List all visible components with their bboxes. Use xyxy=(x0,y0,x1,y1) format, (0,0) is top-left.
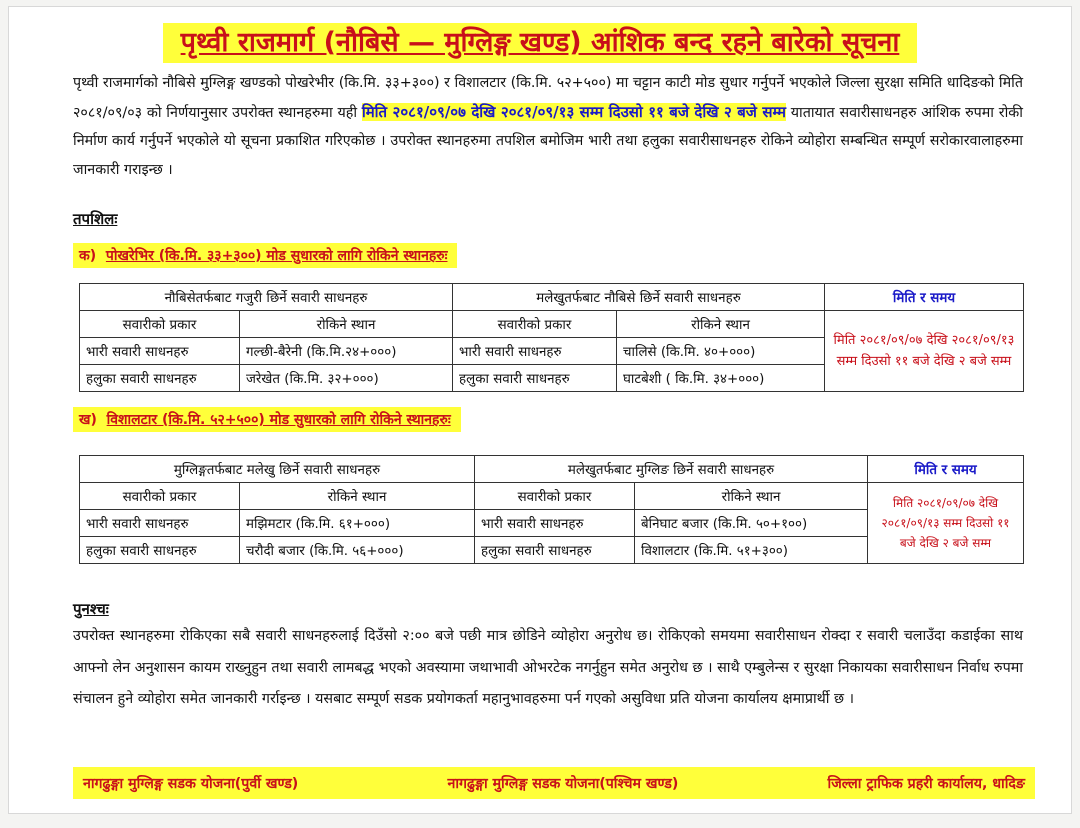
table-cell: भारी सवारी साधनहरु xyxy=(453,338,617,365)
intro-date-highlight: मिति २०८१/०९/०७ देखि २०८१/०९/१३ सम्म दिउसो ११ बजे देखि २ बजे सम्म xyxy=(361,102,786,121)
direction-header: मलेखुतर्फबाट नौबिसे छिर्ने सवारी साधनहरु xyxy=(453,284,825,311)
title-wrapper xyxy=(9,23,1071,63)
notice-page xyxy=(8,6,1072,814)
direction-header: मुग्लिङ्गतर्फबाट मलेखु छिर्ने सवारी साधनहरु xyxy=(80,456,475,483)
footer-traffic-office: जिल्ला ट्राफिक प्रहरी कार्यालय, धादिङ xyxy=(827,775,1025,792)
column-header: रोकिने स्थान xyxy=(635,483,868,510)
section-a-prefix: क) xyxy=(79,248,97,264)
intro-paragraph xyxy=(73,69,1023,184)
section-b-prefix: ख) xyxy=(79,412,97,428)
footer-east-office: नागढुङ्गा मुग्लिङ्ग सडक योजना(पुर्वी खण्ड) xyxy=(83,775,299,792)
column-header: रोकिने स्थान xyxy=(617,311,825,338)
section-a-title: पोखरेभिर (कि.मि. ३३+३००) मोड सुधारको लागि रोकिने स्थानहरुः xyxy=(105,248,448,264)
table-cell: घाटबेशी ( कि.मि. ३४+०००) xyxy=(617,365,825,392)
table-cell: बेनिघाट बजार (कि.मि. ५०+१००) xyxy=(635,510,868,537)
table-cell: हलुका सवारी साधनहरु xyxy=(80,537,240,564)
table-row xyxy=(80,284,1024,311)
section-a-heading xyxy=(73,243,457,268)
direction-header: नौबिसेतर्फबाट गजुरी छिर्ने सवारी साधनहरु xyxy=(80,284,453,311)
postscript-paragraph: उपरोक्त स्थानहरुमा रोकिएका सबै सवारी साधनहरुलाई दिउँसो २:०० बजे पछी मात्र छोडिने व्योहोरा अनुरोध छ। रोकिएको समयमा सवारीसाधन रोक्दा र सवारी चलाउँदा कडाईका साथ आफ्नो लेन अनुशासन कायम राख्नुहुन तथा सवारी लामबद्ध भएको अवस्यामा जथाभावी ओभरटेक नगर्नुहुन समेत अनुरोध छ । साथै एम्बुलेन्स र सुरक्षा निकायका सवारीसाधन निर्वाध रुपमा संचालन हुने व्योहोरा समेत जानकारी गर्राइन्छ । यसबाट सम्पूर्ण सडक प्रयोगकर्ता महानुभावहरुमा पर्न गएको असुविधा प्रति योजना कार्यालय क्षमाप्रार्थी छ । xyxy=(73,628,1023,707)
table-cell: विशालटार (कि.मि. ५१+३००) xyxy=(635,537,868,564)
punashcha-heading: पुनश्चः xyxy=(73,600,109,618)
column-header: रोकिने स्थान xyxy=(240,483,475,510)
notice-title: पृथ्वी राजमार्ग (नौबिसे — मुग्लिङ्ग खण्ड) आंशिक बन्द रहने बारेको सूचना xyxy=(163,23,918,63)
table-row xyxy=(80,311,1024,338)
table-cell: भारी सवारी साधनहरु xyxy=(80,338,240,365)
section-b-table xyxy=(79,455,1024,564)
date-time-header: मिति र समय xyxy=(868,456,1024,483)
table-cell: हलुका सवारी साधनहरु xyxy=(80,365,240,392)
table-cell: चरौदी बजार (कि.मि. ५६+०००) xyxy=(240,537,475,564)
date-time-header: मिति र समय xyxy=(825,284,1024,311)
intro-text-part1: पृथ्वी राजमार्गको नौबिसे मुग्लिङ्ग खण्डको पोखरेभीर (कि.मि. ३३+३००) र विशालटार (कि.मि. ५२+५००) मा चट्टान काटी मोड सुधार गर्नुपर्ने भएकोले जिल्ला सुरक्षा समिति धादिङको मिति २०८१/०९/०३ को निर्णयानुसार उपरोक्त स्थानहरुमा यही xyxy=(73,75,1023,121)
table-cell: मझिमटार (कि.मि. ६१+०००) xyxy=(240,510,475,537)
table-cell: हलुका सवारी साधनहरु xyxy=(475,537,635,564)
direction-header: मलेखुतर्फबाट मुग्लिङ छिर्ने सवारी साधनहरु xyxy=(475,456,868,483)
table-cell: हलुका सवारी साधनहरु xyxy=(453,365,617,392)
table-row xyxy=(80,483,1024,510)
column-header: रोकिने स्थान xyxy=(240,311,453,338)
table-cell: गल्छी-बैरेनी (कि.मि.२४+०००) xyxy=(240,338,453,365)
section-a-table xyxy=(79,283,1024,392)
table-cell: चालिसे (कि.मि. ४०+०००) xyxy=(617,338,825,365)
date-time-cell: मिति २०८१/०९/०७ देखि २०८१/०९/१३ सम्म दिउसो ११ बजे देखि २ बजे सम्म xyxy=(868,483,1024,564)
column-header: सवारीको प्रकार xyxy=(475,483,635,510)
section-b-heading xyxy=(73,407,461,432)
section-b-title: विशालटार (कि.मि. ५२+५००) मोड सुधारको लागि रोकिने स्थानहरुः xyxy=(106,412,451,428)
table-cell: भारी सवारी साधनहरु xyxy=(475,510,635,537)
table-cell: भारी सवारी साधनहरु xyxy=(80,510,240,537)
column-header: सवारीको प्रकार xyxy=(80,483,240,510)
date-time-cell: मिति २०८१/०९/०७ देखि २०८१/०९/१३ सम्म दिउसो ११ बजे देखि २ बजे सम्म xyxy=(825,311,1024,392)
footer-west-office: नागढुङ्गा मुग्लिङ्ग सडक योजना(पश्चिम खण्ड) xyxy=(447,775,679,792)
tapashil-heading: तपशिलः xyxy=(73,210,118,228)
table-row xyxy=(80,456,1024,483)
column-header: सवारीको प्रकार xyxy=(453,311,617,338)
column-header: सवारीको प्रकार xyxy=(80,311,240,338)
footer-signatories xyxy=(73,767,1035,799)
intro-text-part2: यातायात सवारीसाधनहरु आंशिक रुपमा रोकी निर्माण कार्य गर्नुपर्ने भएकोले यो सूचना प्रकाशित गरिएकोछ । उपरोक्त स्थानहरुमा तपशिल बमोजिम भारी तथा हलुका सवारीसाधनहरु रोकिने व्योहोरा सम्बन्धित सम्पूर्ण सरोकारवालाहरुमा जानकारी गराइन्छ । xyxy=(73,104,1023,178)
table-cell: जरेखेत (कि.मि. ३२+०००) xyxy=(240,365,453,392)
